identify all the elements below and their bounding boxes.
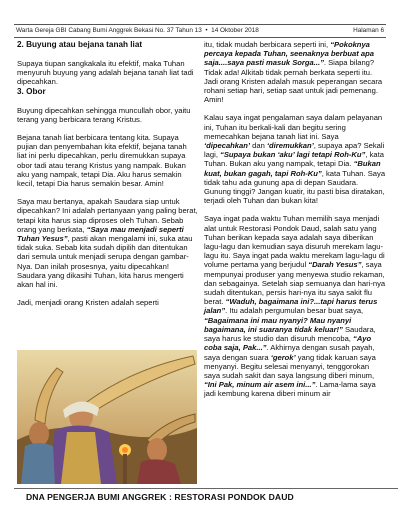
- text: . Siapa bilang? Tidak ada! Alkitab tidak pernah berkata seperti itu. Jadi orang Kristen adalah masuk peperangan secara rohani setiap hari, setiap saat untuk jadi pemenang. Amin!: [204, 58, 383, 105]
- quote: “Saya mau menjadi seperti Tuhan Yesus”: [17, 224, 184, 244]
- text: . Lama-lama saya jadi kembung karena diberi minum air: [204, 380, 376, 399]
- text: , kata Tuhan. Saya tidak tahu ada gunung apa di depan Saudara. Gunung tinggi? Jangan kuatir, itu pasti bisa diratakan, terjadi oleh Tuhan dan bukan kita!: [204, 168, 386, 206]
- quote: “Waduh, bagaimana ini?...tapi harus terus jalan”: [204, 297, 378, 316]
- right-column: [204, 40, 386, 399]
- quote: “Ayo coba saja, Pak...”: [204, 334, 372, 353]
- text: Kalau saya ingat pengalaman saya dalam pelayanan ini, Tuhan itu berkali-kali dan begitu sering memecahkan bejana tanah liat ini. Saya: [204, 113, 383, 141]
- page-footer: DNA PENGERJA BUMI ANGGREK : RESTORASI PONDOK DAUD: [14, 488, 398, 503]
- text: yang tidak karuan saya menyanyi. Begitu selesai menyanyi, tenggorokan saya sudah sakit dan saya langsung diberi minum,: [204, 352, 376, 380]
- quote: “Darah Yesus”: [308, 260, 362, 270]
- page-number: Halaman 6: [353, 27, 384, 34]
- quote: “Ini Pak, minum air asem ini...”: [204, 380, 316, 390]
- text: , saya mempunyai produser yang menyewa studio rekaman, dan sebagainya. Setelah siap semuanya dan hari-nya sudah ditentukan, persis hari-nya itu saya sakit flu berat.: [204, 260, 386, 307]
- quote: ‘diremukkan’: [266, 141, 314, 151]
- quote: “Pokoknya percaya kepada Tuhan, seenaknya berbuat apa saja....saya pasti masuk Sorga...”: [204, 40, 374, 68]
- text: . Itu adalah pergumulan besar buat saya,: [225, 306, 364, 316]
- header-publication: [16, 25, 259, 37]
- trumpet-blowers-illustration: [17, 350, 197, 484]
- text: Saya mau bertanya, apakah Saudara siap untuk dipecahkan? Ini adalah pertanyaan yang paling berat, tetapi kita harus siap diproses oleh Tuhan. Sebab orang yang berkata,: [17, 197, 198, 234]
- paragraph-bejana: Bejana tanah liat berbicara tentang kita. Supaya pujian dan penyembahan kita efektif, bejana tanah liat ini perlu dipecahkan, perlu diremukkan supaya obor tadi atau terang Kristus yang nampak. Bukan aku yang nampak, tetapi Dia. Aku harus semakin kecil, tetapi Dia harus semakin besar. Amin!: [17, 133, 187, 189]
- paragraph-saya: [17, 197, 198, 289]
- quote: “Bukan kuat, bukan gagah, tapi Roh-Ku”: [204, 159, 381, 178]
- left-column: [17, 40, 198, 316]
- text: dan: [250, 141, 267, 151]
- illustration-icon: [17, 350, 197, 484]
- quote: “Bagaimana ini mau nyanyi? Mau nyanyi bagaimana, ini suaranya tidak keluar!”: [204, 315, 352, 334]
- paragraph-obor: Buyung dipecahkan sehingga muncullah obor, yaitu terang yang berbicara terang Kristus.: [17, 105, 191, 124]
- text: , pasti akan mengalami ini, suka atau tidak suka. Sebab kita sudah dipilih dan ditentukan dari semula untuk menjadi serupa dengan gambar-Nya. Dan inilah prosesnya, yaitu dipecahkan! Saudara yang dikasihi Tuhan, kita harus mengerti akan hal ini.: [17, 234, 193, 290]
- header-date: 14 Oktober 2018: [211, 27, 259, 34]
- text: Saudara, saya harus ke studio dan disuruh mencoba,: [204, 324, 376, 344]
- text: , supaya apa? Sekali lagi,: [204, 141, 385, 160]
- heading-obor: 3. Obor: [17, 86, 46, 96]
- paragraph-buyung: Supaya tiupan sangkakala itu efektif, maka Tuhan menyuruh buyung yang adalah bejana tanah liat tadi dipecahkan.: [17, 59, 194, 87]
- text: , kata Tuhan. Bukan aku yang nampak, tetapi Dia.: [204, 150, 384, 169]
- text: itu, tidak mudah berbicara seperti ini,: [204, 40, 331, 49]
- quote: ‘dipecahkan’: [204, 141, 251, 151]
- quote: “Supaya bukan ‘aku’ lagi tetapi Roh-Ku”: [220, 150, 366, 160]
- quote: ‘gerok’: [270, 352, 296, 362]
- paragraph-continued: [204, 40, 386, 104]
- paragraph-jadi: Jadi, menjadi orang Kristen adalah seperti: [17, 298, 159, 308]
- text: Saya ingat pada waktu Tuhan memilih saya menjadi alat untuk Restorasi Pondok Daud, salah satu yang Tuhan berikan kepada saya adalah saya diberikan lagu-lagu dan kemudian saya disuruh merekam lagu-lagu itu. Saya ingat pada waktu merekam lagu-lagu di volume pertama yang berjudul: [204, 214, 385, 270]
- paragraph-kalau: [204, 113, 386, 205]
- paragraph-ingat: [204, 214, 386, 398]
- page-header: [14, 24, 386, 38]
- header-bullet: •: [205, 27, 208, 34]
- heading-buyung: 2. Buyung atau bejana tanah liat: [17, 40, 143, 49]
- publication-name: Warta Gereja GBI Cabang Bumi Anggrek Bekasi No. 37 Tahun 13: [16, 27, 202, 34]
- text: . Akhirnya dengan susah payah, saya dengan suara: [204, 343, 375, 362]
